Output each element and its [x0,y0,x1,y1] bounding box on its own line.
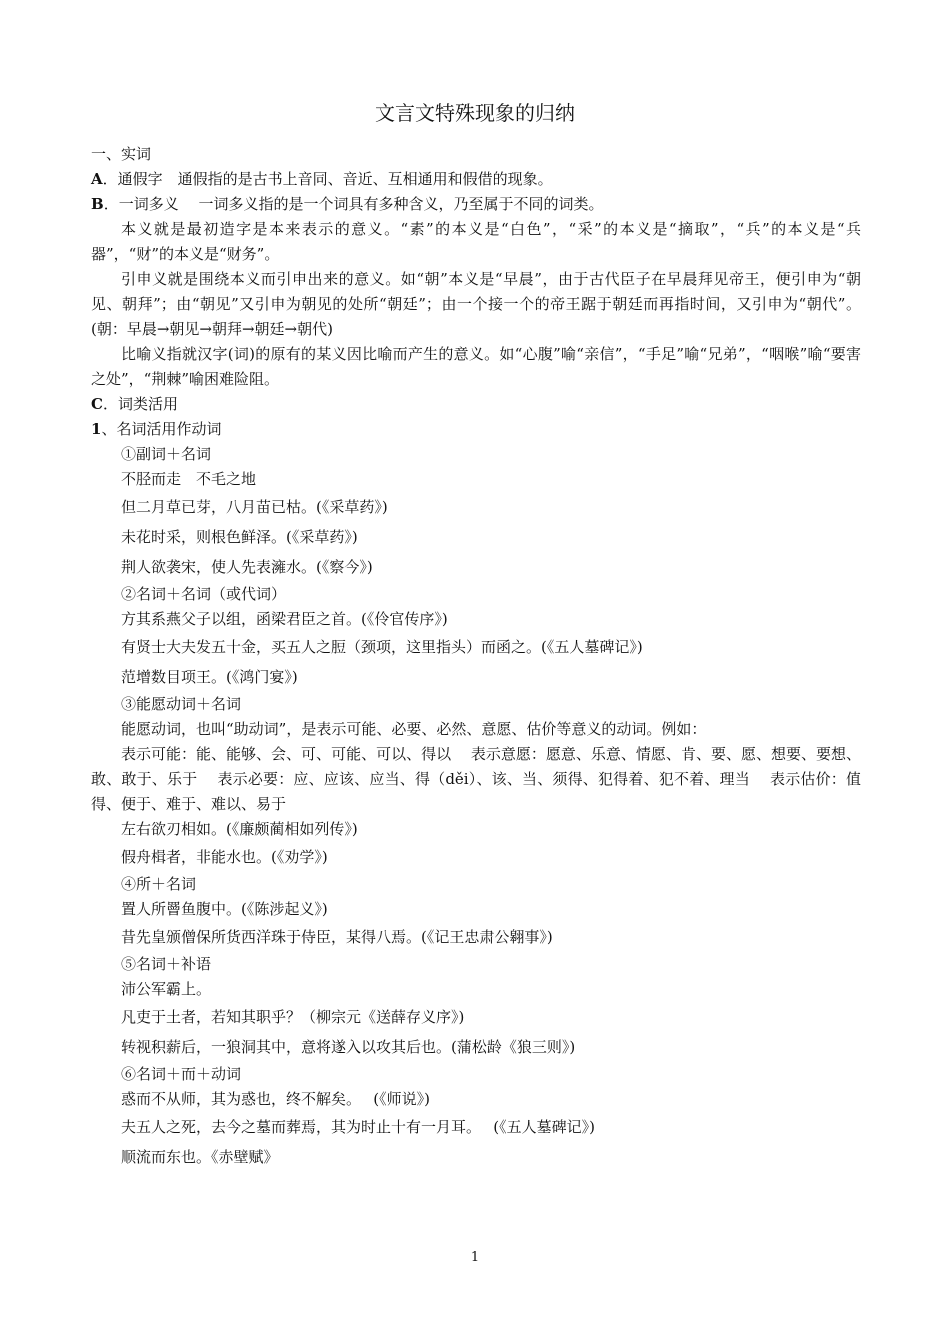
paragraph-biyuyi: 比喻义指就汉字(词)的原有的某义因比喻而产生的意义。如“心腹”喻“亲信”，“手足”喻“兄弟”，“咽喉”喻“要害之处”，“荆棘”喻困难险阻。 [91,345,861,388]
subsection-1 [91,417,861,442]
group-heading-2: ②名词＋名词（或代词） [121,585,287,603]
group-heading-4: ④所＋名词 [121,875,197,893]
example-line: 置人所罾鱼腹中。(《陈涉起义》) [121,900,328,918]
document-body [91,142,861,1172]
example-line: 方其系燕父子以组，函梁君臣之首。(《伶官传序》) [121,610,448,628]
group-heading-5: ⑤名词＋补语 [121,955,212,973]
section-letter: A [91,170,103,188]
example-line: 假舟楫者，非能水也。(《劝学》) [121,848,328,866]
example-line: 有贤士大夫发五十金，买五人之脰（颈项，这里指头）而函之。(《五人墓碑记》) [121,638,643,656]
example-line: 转视积薪后，一狼洞其中，意将遂入以攻其后也。(蒲松龄《狼三则》) [121,1038,576,1056]
section-b [91,192,861,217]
example-line: 范增数目项王。(《鸿门宴》) [121,668,298,686]
modal-verb-intro: 能愿动词，也叫“助动词”，是表示可能、必要、必然、意愿、估价等意义的动词。例如： [121,720,707,738]
example-line: 惑而不从师，其为惑也，终不解矣。 (《师说》) [121,1090,430,1108]
paragraph-yinshenyi: 引申义就是围绕本义而引申出来的意义。如“朝”本义是“早晨”，由于古代臣子在早晨拜见帝王，便引申为“朝见、朝拜”；由“朝见”又引申为朝见的处所“朝廷”；由一个接一个的帝王踞于朝廷而再指时间，又引申为“朝代”。(朝：早晨→朝见→朝拜→朝廷→朝代) [91,270,861,338]
paragraph-benyi: 本义就是最初造字是本来表示的意义。“素”的本义是“白色”，“采”的本义是“摘取”，“兵”的本义是“兵器”，“财”的本义是“财务”。 [91,220,861,263]
example-line: 凡吏于土者，若知其职乎？（柳宗元《送薛存义序》) [121,1008,465,1026]
page-title: 文言文特殊现象的归纳 [375,101,575,125]
section-a [91,167,861,192]
example-line: 夫五人之死，去今之墓而葬焉，其为时止十有一月耳。 (《五人墓碑记》) [121,1118,595,1136]
group-heading-3: ③能愿动词＋名词 [121,695,242,713]
section-letter: C [91,395,103,413]
section-text: ．词类活用 [102,395,178,413]
subsection-text: 、名词活用作动词 [101,420,222,438]
example-line: 昔先皇颁僧保所货西洋珠于侍臣，某得八焉。(《记王忠肃公翱事》) [121,928,553,946]
modal-verb-list: 表示可能：能、能够、会、可、可能、可以、得以 表示意愿：愿意、乐意、情愿、肯、要、愿、想要、要想、敢、敢于、乐于 表示必要：应、应该、应当、得（děi）、该、当、须得、犯得着、犯不着、理当 表示估价：值得、便于、难于、难以、易于 [91,745,861,813]
section-text: ．通假字 通假指的是古书上音同、音近、互相通用和假借的现象。 [102,170,553,188]
page-number: 1 [470,1250,480,1265]
example-line: 左右欲刃相如。(《廉颇蔺相如列传》) [121,820,358,838]
section-letter: B [91,195,104,213]
section-text: ．一词多义 一词多义指的是一个词具有多种含义，乃至属于不同的词类。 [103,195,604,213]
section-c [91,392,861,417]
example-line: 未花时采，则根色鲜泽。(《采草药》) [121,528,358,546]
group-heading-6: ⑥名词＋而＋动词 [121,1065,242,1083]
example-line: 沛公军霸上。 [121,980,212,998]
subsection-number: 1 [91,420,102,438]
section-heading-shici: 一、实词 [91,145,152,163]
example-line: 荆人欲袭宋，使人先表澭水。(《察今》) [121,558,373,576]
example-line: 不胫而走 不毛之地 [121,470,257,488]
example-line: 但二月草已芽，八月苗已枯。(《采草药》) [121,498,388,516]
example-line: 顺流而东也。《赤壁赋》 [121,1148,279,1166]
group-heading-1: ①副词＋名词 [121,445,212,463]
